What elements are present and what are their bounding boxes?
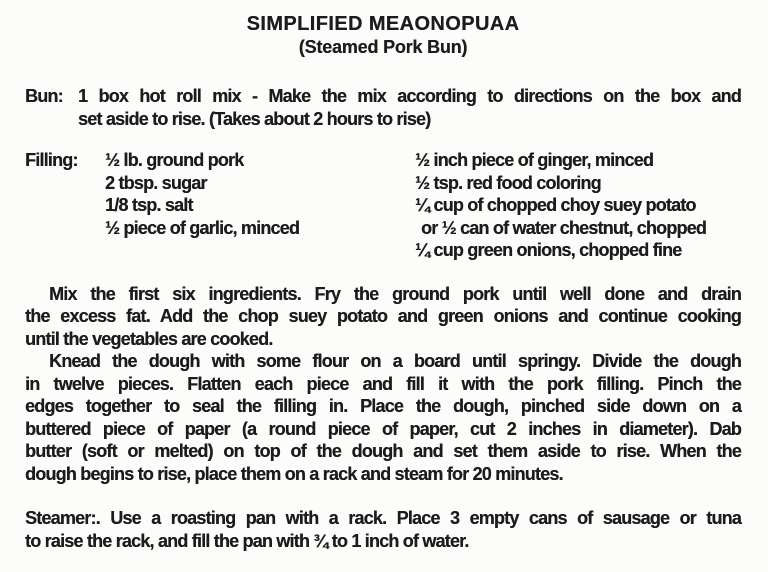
bun-section [25,85,741,130]
filling-item: ½ lb. ground pork [105,150,244,170]
bun-line: 1 box hot roll mix - Make the mix according to directions on the box and [78,86,741,106]
filling-label: Filling: [25,150,78,170]
bun-text [78,85,741,130]
filling-section [25,149,741,262]
paragraph-line: Mix the first six ingredients. Fry the ground pork until well done and drain [49,283,741,304]
steamer-label: Steamer:. [25,508,100,528]
filling-columns [105,149,741,262]
filling-left-column [105,149,415,262]
steamer-section [25,507,741,552]
recipe-subtitle: (Steamed Pork Bun) [298,37,468,57]
filling-item: or ½ can of water chestnut, chopped [421,217,707,238]
title-block [25,12,741,58]
steamer-line: to raise the rack, and fill the pan with ¾ to 1 inch of water. [25,530,469,551]
filling-item: 1/8 tsp. salt [105,195,193,215]
paragraph-line: edges together to seal the filling in. Place the dough, pinched side down on a [25,396,741,416]
steamer-text: Use a roasting pan with a rack. Place 3 empty cans of sausage or tuna [110,508,742,528]
filling-item: ¼ cup green onions, chopped fine [415,240,682,260]
filling-right-column [415,149,741,262]
paragraph-line: the excess fat. Add the chop suey potato and green onions and continue cooking [25,306,741,326]
paragraph-line: buttered piece of paper (a round piece of paper, cut 2 inches in diameter). Dab [25,418,741,439]
directions-paragraph-1 [25,283,741,351]
filling-item: ½ tsp. red food coloring [415,172,601,193]
steamer-line [25,507,741,530]
paragraph-line: butter (soft or melted) on top of the dough and set them aside to rise. When the [25,441,741,461]
paragraph-line: in twelve pieces. Flatten each piece and fill it with the pork filling. Pinch the [25,373,741,394]
filling-item: ¼ cup of chopped choy suey potato [415,195,696,215]
bun-line: set aside to rise. (Takes about 2 hours to rise) [78,108,431,129]
filling-item: 2 tbsp. sugar [105,172,207,193]
filling-item: ½ piece of garlic, minced [105,217,300,238]
directions-paragraph-2 [25,350,741,485]
recipe-title: SIMPLIFIED MEAONOPUAA [246,13,520,35]
paragraph-line: dough begins to rise, place them on a rack and steam for 20 minutes. [25,463,563,484]
filling-item: ½ inch piece of ginger, minced [415,150,654,170]
bun-label: Bun: [25,86,63,106]
paragraph-line: until the vegetables are cooked. [25,328,273,349]
paragraph-line: Knead the dough with some flour on a board until springy. Divide the dough [49,351,741,371]
